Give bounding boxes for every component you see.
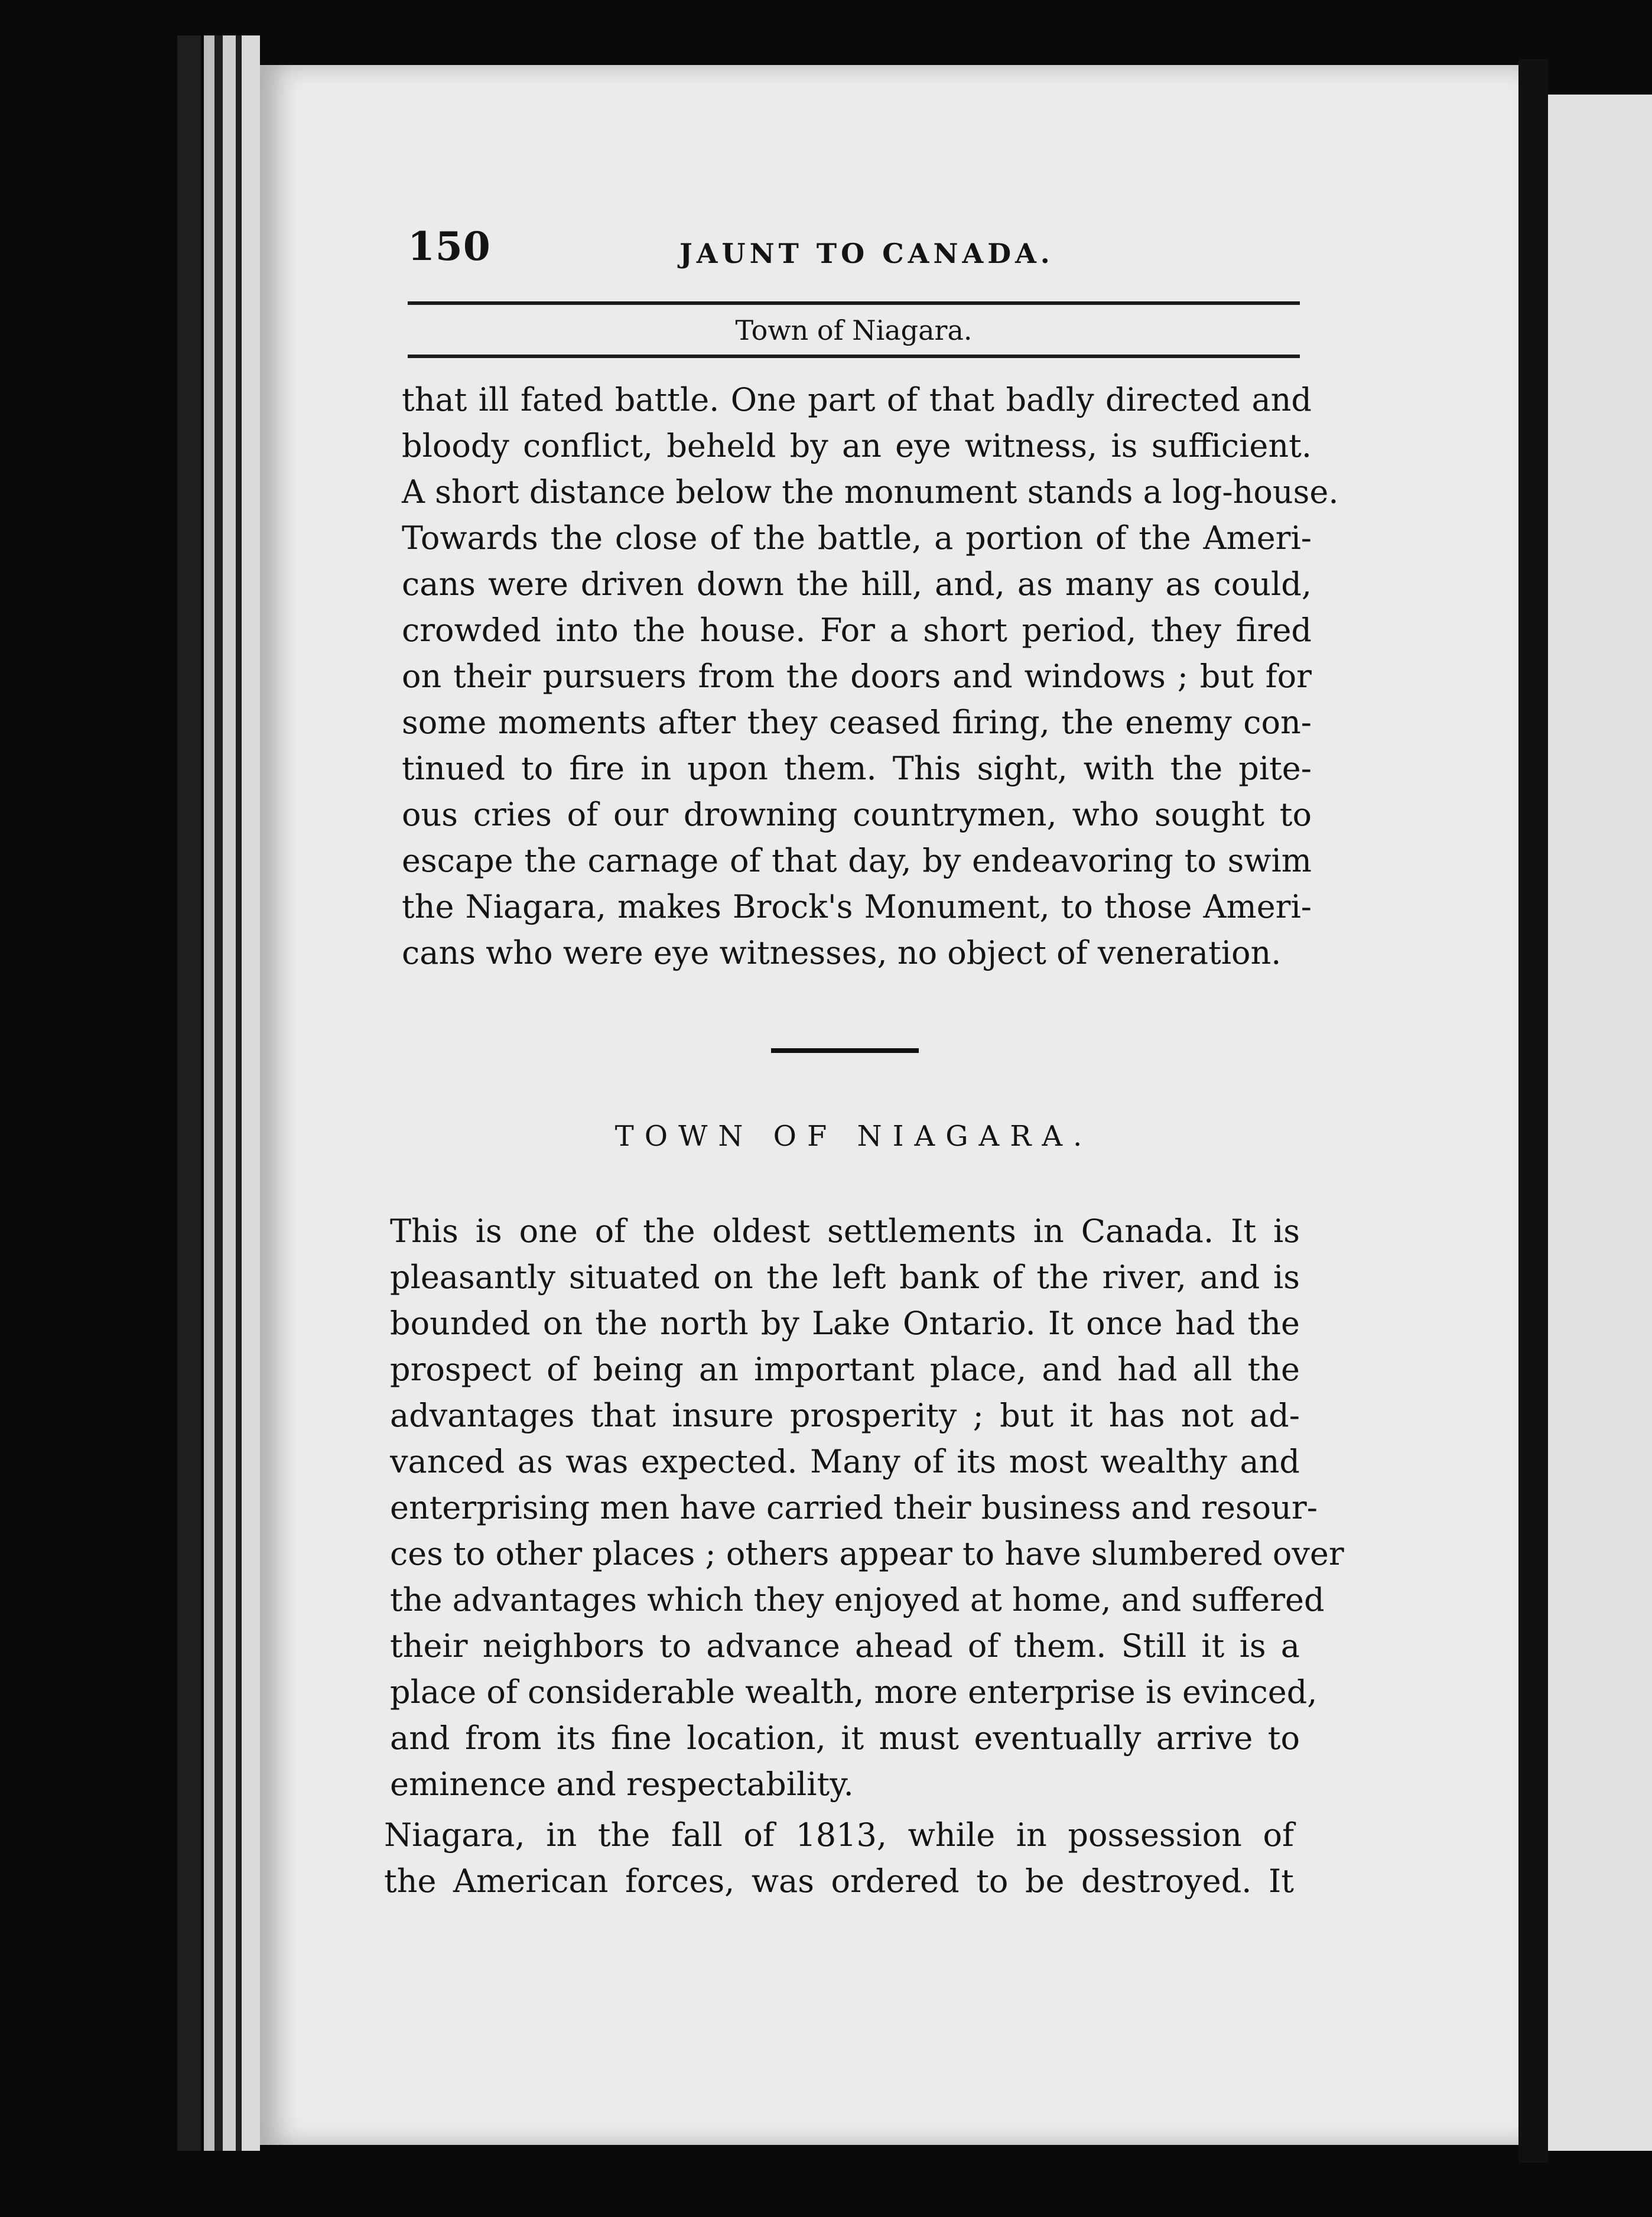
text-line: place of considerable wealth, more enterprise is evinced, [390, 1673, 1318, 1711]
text-line: prospect of being an important place, and had all the [390, 1351, 1300, 1388]
text-line: ous cries of our drowning countrymen, who sought to [402, 796, 1312, 833]
binding-edge [177, 35, 201, 2151]
text-line: vanced as was expected. Many of its most wealthy and [390, 1443, 1300, 1480]
header-rule-top [408, 301, 1300, 305]
text-line: and from its fine location, it must eventually arrive to [390, 1719, 1300, 1757]
text-line: Niagara, in the fall of 1813, while in possession of [384, 1816, 1294, 1854]
text-line: that ill fated battle. One part of that badly directed and [402, 381, 1312, 418]
section-divider [771, 1048, 919, 1053]
header-rule-bottom [408, 355, 1300, 358]
text-line: escape the carnage of that day, by endeavoring to swim [402, 842, 1312, 879]
running-title: JAUNT TO CANADA. [679, 238, 1054, 269]
page-edge-strip [204, 35, 214, 2151]
adjacent-page-edge [1548, 95, 1652, 2151]
paragraph-3 [384, 1812, 1294, 1904]
text-line: tinued to fire in upon them. This sight, with the pite- [402, 750, 1312, 787]
text-line: A short distance below the monument stands a log-house. [402, 473, 1339, 511]
text-line: Towards the close of the battle, a portion of the Ameri- [402, 519, 1312, 557]
text-line: This is one of the oldest settlements in Canada. It is [390, 1212, 1300, 1250]
page-edge-strip [214, 35, 223, 2151]
text-line: ces to other places ; others appear to have slumbered over [390, 1535, 1344, 1572]
page-edge-strip [242, 35, 260, 2151]
text-line: advantages that insure prosperity ; but it has not ad- [390, 1397, 1300, 1434]
text-line: bounded on the north by Lake Ontario. It once had the [390, 1305, 1300, 1342]
page-gutter [1518, 59, 1548, 2163]
text-line: crowded into the house. For a short period, they fired [402, 612, 1312, 649]
text-line: some moments after they ceased firing, the enemy con- [402, 704, 1312, 741]
text-line: the advantages which they enjoyed at home, and suffered [390, 1581, 1325, 1618]
section-label: Town of Niagara. [735, 314, 973, 346]
text-line: pleasantly situated on the left bank of the river, and is [390, 1259, 1300, 1296]
text-line: their neighbors to advance ahead of them. Still it is a [390, 1627, 1300, 1665]
page-edge-strip [223, 35, 236, 2151]
text-line: eminence and respectability. [390, 1766, 854, 1803]
paragraph-1 [402, 377, 1339, 976]
text-line: cans were driven down the hill, and, as many as could, [402, 565, 1312, 603]
text-line: the American forces, was ordered to be destroyed. It [384, 1862, 1294, 1900]
page-edge-strip [236, 35, 242, 2151]
text-line: enterprising men have carried their business and resour- [390, 1489, 1318, 1526]
text-line: on their pursuers from the doors and windows ; but for [402, 658, 1312, 695]
section-heading: TOWN OF NIAGARA. [614, 1120, 1093, 1153]
text-line: cans who were eye witnesses, no object of veneration. [402, 934, 1282, 971]
paragraph-2 [390, 1208, 1344, 1808]
page-number: 150 [408, 223, 491, 269]
text-line: the Niagara, makes Brock's Monument, to those Ameri- [402, 888, 1312, 925]
running-head [408, 223, 1306, 277]
text-line: bloody conflict, beheld by an eye witness, is sufficient. [402, 427, 1312, 464]
